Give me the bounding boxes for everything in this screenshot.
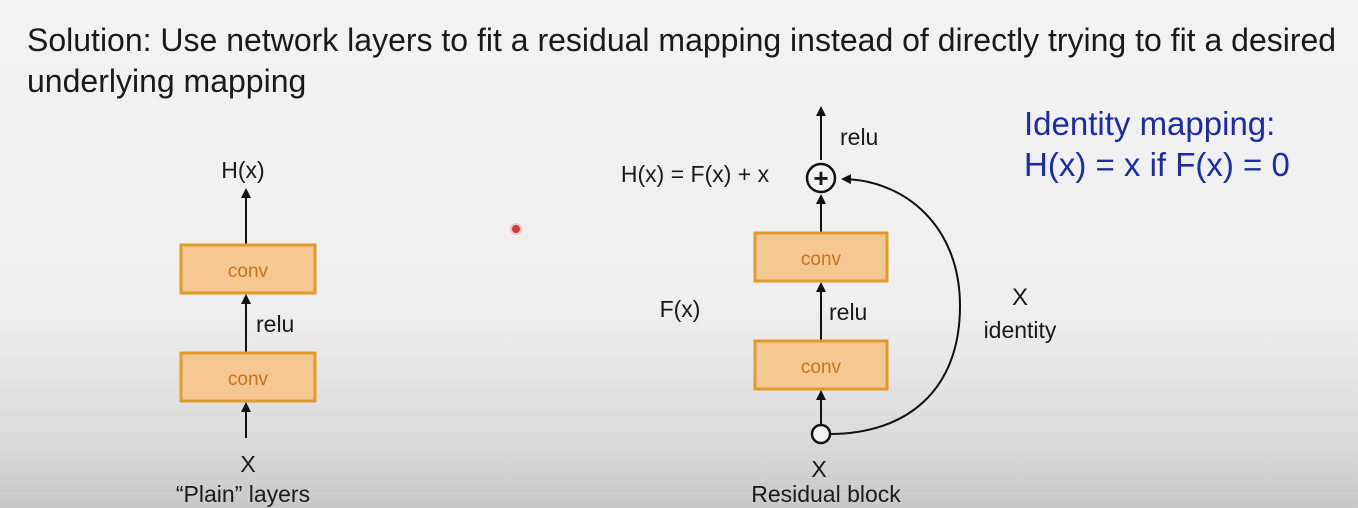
input-node	[812, 425, 830, 443]
residual-input-label: X	[811, 456, 827, 482]
identity-note-line2: H(x) = x if F(x) = 0	[1024, 146, 1290, 183]
plain-conv-bottom-label: conv	[227, 369, 269, 390]
plain-input-label: X	[240, 451, 256, 477]
plain-output-label: H(x)	[221, 157, 265, 183]
plain-layers	[176, 157, 315, 507]
residual-equation: H(x) = F(x) + x	[620, 161, 770, 187]
residual-caption: Residual block	[751, 481, 901, 507]
residual-conv-top-label: conv	[800, 249, 842, 270]
slide-title: Solution: Use network layers to fit a residual mapping instead of directly trying to fit a desired underlying mapping	[27, 22, 1337, 99]
residual-relu-mid-label: relu	[829, 299, 868, 325]
residual-block	[621, 108, 1057, 507]
laser-pointer-dot	[511, 224, 521, 234]
fx-label: F(x)	[659, 296, 701, 322]
plain-relu-label: relu	[256, 311, 295, 337]
skip-x-label: X	[1011, 284, 1029, 311]
plain-caption: “Plain” layers	[175, 481, 311, 507]
residual-conv-bottom-label: conv	[800, 357, 842, 378]
plain-conv-top-label: conv	[227, 261, 269, 282]
residual-relu-top-label: relu	[840, 124, 879, 150]
identity-note-line1: Identity mapping:	[1024, 105, 1276, 142]
plus-icon: +	[813, 163, 829, 193]
identity-label: identity	[983, 317, 1057, 343]
